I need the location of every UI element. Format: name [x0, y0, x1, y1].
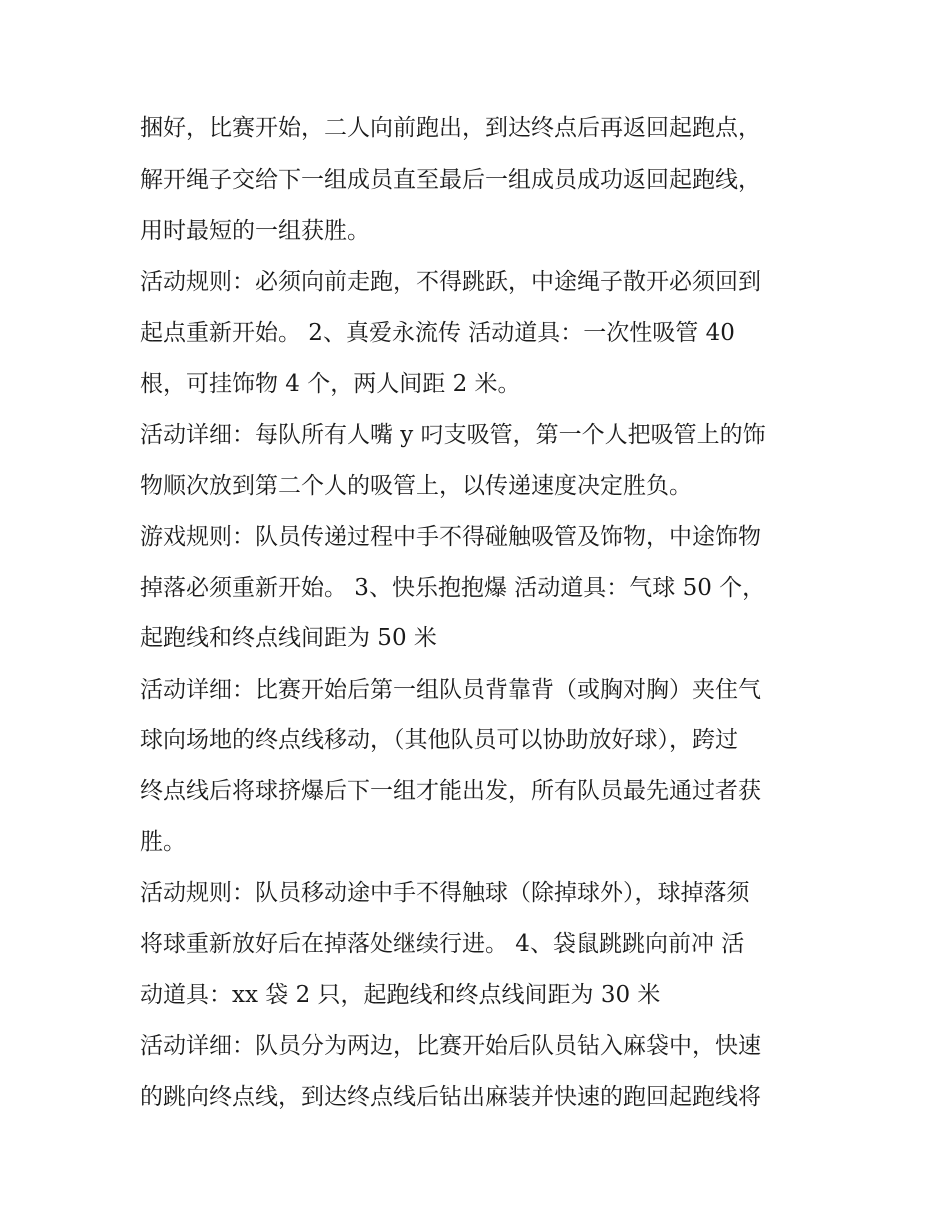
text-line: 活动详细：队员分为两边，比赛开始后队员钻入麻袋中，快速	[140, 1033, 761, 1059]
text-line: 活动规则：必须向前走跑，不得跳跃，中途绳子散开必须回到	[140, 269, 761, 295]
text-line: 起点重新开始。 2、真爱永流传 活动道具：一次性吸管 40	[140, 320, 735, 346]
text-line: 活动规则：队员移动途中手不得触球（除掉球外），球掉落须	[140, 880, 750, 906]
text-line: 动道具：xx 袋 2 只，起跑线和终点线间距为 30 米	[140, 982, 661, 1008]
text-line: 活动详细：比赛开始后第一组队员背靠背（或胸对胸）夹住气	[140, 677, 761, 703]
text-line: 将球重新放好后在掉落处继续行进。 4、袋鼠跳跳向前冲 活	[140, 931, 745, 957]
text-line: 胜。	[140, 829, 186, 855]
text-line: 的跳向终点线，到达终点线后钻出麻装并快速的跑回起跑线将	[140, 1084, 761, 1110]
text-line: 掉落必须重新开始。 3、快乐抱抱爆 活动道具：气球 50 个，	[140, 575, 766, 601]
text-line: 物顺次放到第二个人的吸管上，以传递速度决定胜负。	[140, 473, 692, 499]
text-line: 球向场地的终点线移动，（其他队员可以协助放好球），跨过	[140, 727, 738, 753]
text-line: 终点线后将球挤爆后下一组才能出发，所有队员最先通过者获	[140, 778, 761, 804]
text-line: 解开绳子交给下一组成员直至最后一组成员成功返回起跑线，	[140, 167, 761, 193]
text-line: 游戏规则：队员传递过程中手不得碰触吸管及饰物，中途饰物	[140, 524, 761, 550]
text-line: 捆好，比赛开始，二人向前跑出，到达终点后再返回起跑点，	[140, 115, 761, 141]
text-line: 活动详细：每队所有人嘴 y 叼支吸管，第一个人把吸管上的饰	[140, 422, 766, 448]
text-line: 起跑线和终点线间距为 50 米	[140, 625, 437, 651]
text-line: 根，可挂饰物 4 个，两人间距 2 米。	[140, 371, 521, 397]
text-line: 用时最短的一组获胜。	[140, 218, 370, 244]
